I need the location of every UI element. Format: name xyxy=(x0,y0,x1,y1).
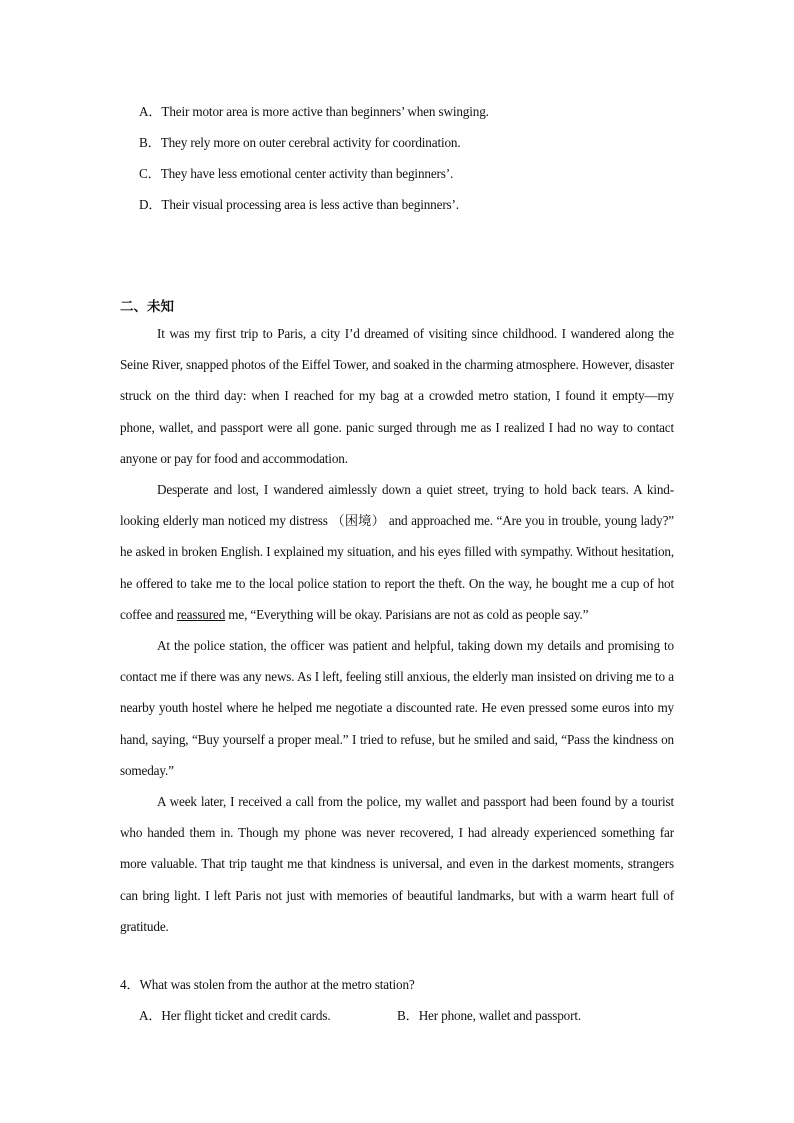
option-letter: A． xyxy=(139,104,162,119)
option-letter: A． xyxy=(139,1008,162,1023)
passage-paragraph-1: It was my first trip to Paris, a city I’d dreamed of visiting since childhood. I wandered along the Seine River, snapped photos of the Eiffel Tower, and soaked in the charming atmosphere. However, disaster struck on the third day: when I reached for my bag at a crowded metro station, I found it empty—my phone, wallet, and passport were all gone. panic surged through me as I realized I had no way to contact anyone or pay for food and accommodation. xyxy=(120,326,674,466)
previous-option-c xyxy=(139,166,453,182)
paragraph-text: me, “Everything will be okay. Parisians are not as cold as people say.” xyxy=(225,606,589,622)
option-text: Her flight ticket and credit cards. xyxy=(161,1008,331,1023)
question-4 xyxy=(120,977,415,993)
paragraph-text: Desperate and lost, I wandered aimlessly down a quiet street, trying to hold back tears. A kind-looking elderly man noticed my distress （困境） and approached me. “Are you in trouble, young lady?” he asked in broken English. I explained my situation, and his eyes filled with sympathy. Without hesitation, he offered to take me to the local police station to report the theft. On the way, he bought me a cup of hot coffee and xyxy=(120,482,674,622)
question-number: 4． xyxy=(120,977,140,992)
previous-option-a xyxy=(139,104,489,120)
reading-passage xyxy=(120,318,674,942)
question-text: What was stolen from the author at the metro station? xyxy=(139,977,415,992)
passage-paragraph-3: At the police station, the officer was patient and helpful, taking down my details and promising to contact me if there was any news. As I left, feeling still anxious, the elderly man insisted on driving me to a nearby youth hostel where he helped me negotiate a discounted rate. He even pressed some euros into my hand, saying, “Buy yourself a proper meal.” I tried to refuse, but he smiled and said, “Pass the kindness on someday.” xyxy=(120,638,674,778)
option-letter: B． xyxy=(139,135,161,150)
passage-paragraph-2 xyxy=(120,474,674,630)
previous-option-d xyxy=(139,197,459,213)
question-option-a xyxy=(139,1008,330,1024)
section-heading: 二、未知 xyxy=(120,299,174,315)
option-letter: C． xyxy=(139,166,161,181)
option-text: Their motor area is more active than beginners’ when swinging. xyxy=(161,104,489,119)
option-text: They rely more on outer cerebral activity for coordination. xyxy=(160,135,461,150)
passage-paragraph-4: A week later, I received a call from the police, my wallet and passport had been found by a tourist who handed them in. Though my phone was never recovered, I had already experienced something far more valuable. That trip taught me that kindness is universal, and even in the darkest moments, strangers can bring light. I left Paris not just with memories of beautiful landmarks, but with a warm heart full of gratitude. xyxy=(120,794,674,934)
previous-option-b xyxy=(139,135,461,151)
option-text: They have less emotional center activity than beginners’. xyxy=(160,166,454,181)
option-letter: D． xyxy=(139,197,162,212)
option-text: Their visual processing area is less active than beginners’. xyxy=(161,197,459,212)
question-option-b xyxy=(397,1008,581,1024)
option-text: Her phone, wallet and passport. xyxy=(418,1008,582,1023)
option-letter: B． xyxy=(397,1008,419,1023)
underlined-word: reassured xyxy=(176,606,226,622)
